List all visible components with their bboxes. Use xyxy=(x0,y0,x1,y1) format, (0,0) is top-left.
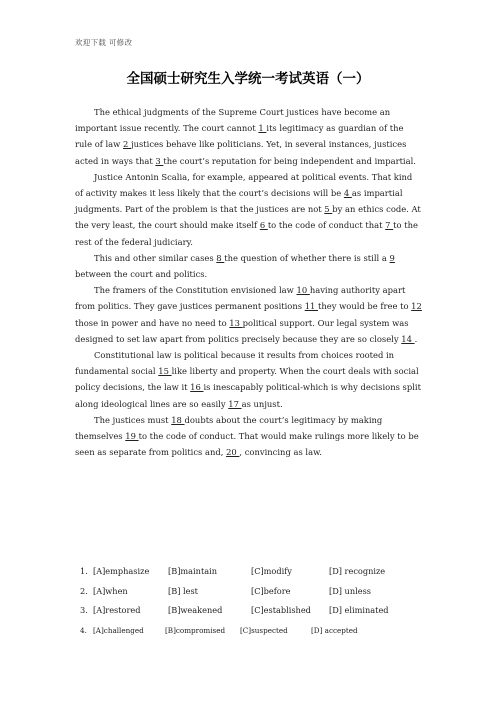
option-a: [A]when xyxy=(93,585,128,596)
passage-text: , convincing as law. xyxy=(239,447,322,458)
passage-text: This and other similar cases xyxy=(94,252,217,263)
passage-text: . xyxy=(414,333,418,344)
option-d: [D] recognize xyxy=(329,566,386,576)
answer-blank: 5 xyxy=(324,204,333,215)
passage-paragraph xyxy=(75,169,423,250)
option-a: [A]restored xyxy=(93,605,141,615)
answer-options xyxy=(80,562,420,640)
passage-text: by an ethics code. At the very least, the court should make itself xyxy=(75,204,421,231)
option-b: [B]compromised xyxy=(165,625,226,635)
answer-blank: 7 xyxy=(385,220,394,231)
passage-text: The ethical judgments of the Supreme Court justices have become an important issue recently. The court cannot xyxy=(75,107,391,134)
option-b: [B]maintain xyxy=(168,566,218,576)
option-number: 3. xyxy=(80,605,88,615)
passage-text: to the code of conduct that xyxy=(267,220,386,231)
passage xyxy=(75,104,423,460)
option-row xyxy=(80,601,420,621)
option-number: 1. xyxy=(80,566,88,576)
option-c: [C]before xyxy=(251,585,291,596)
answer-blank: 12 xyxy=(411,301,422,312)
answer-blank: 10 xyxy=(296,285,310,296)
answer-blank: 13 xyxy=(229,317,243,328)
answer-blank: 3 xyxy=(155,155,164,166)
passage-text: political support. Our legal system was designed to set law apart from politics precisely because they are so closely xyxy=(75,317,409,344)
passage-text: they would be free to xyxy=(318,301,412,312)
passage-paragraph xyxy=(75,412,423,461)
option-a: [A]challenged xyxy=(93,625,144,635)
option-d: [D] accepted xyxy=(311,625,358,635)
answer-blank: 1 xyxy=(258,123,267,134)
answer-blank: 9 xyxy=(389,252,395,263)
answer-blank: 20 xyxy=(226,447,240,458)
answer-blank: 19 xyxy=(125,431,139,442)
answer-blank: 6 xyxy=(259,220,268,231)
option-c: [C]established xyxy=(251,605,311,615)
header-note: 欢迎下载 可修改 xyxy=(75,38,133,47)
answer-blank: 2 xyxy=(123,139,132,150)
passage-text: having authority apart from politics. They gave justices permanent positions xyxy=(75,285,406,312)
passage-text: is inescapably political-which is why decisions split along ideological lines are so easily xyxy=(75,382,421,409)
answer-blank: 11 xyxy=(304,301,319,312)
option-row xyxy=(80,562,420,582)
passage-text: as impartial judgments. Part of the problem is that the justices are not xyxy=(75,188,403,215)
passage-text: like liberty and property. When the court deals with social policy decisions, the law it xyxy=(75,366,419,393)
passage-text: the question of whether there is still a xyxy=(224,252,390,263)
passage-paragraph xyxy=(75,282,423,347)
passage-text: justices behave like politicians. Yet, in several instances, justices acted in ways that xyxy=(75,139,407,166)
passage-text: to the rest of the federal judiciary. xyxy=(75,220,418,247)
page-title: 全国硕士研究生入学统一考试英语（一） xyxy=(126,71,370,87)
passage-text: The justices must xyxy=(94,414,172,425)
option-row xyxy=(80,621,420,641)
option-a: [A]emphasize xyxy=(93,566,150,576)
answer-blank: 15 xyxy=(158,366,172,377)
passage-paragraph xyxy=(75,250,423,282)
answer-blank: 8 xyxy=(216,252,225,263)
passage-text: as unjust. xyxy=(241,398,283,409)
passage-text: Justice Antonin Scalia, for example, appeared at political events. That kind of activity makes it less likely that the court’s decisions will be xyxy=(75,171,413,199)
passage-text: to the code of conduct. That would make rulings more likely to be seen as separate from politics and, xyxy=(75,431,419,458)
passage-paragraph xyxy=(75,347,423,412)
option-c: [C]modify xyxy=(251,566,292,576)
option-row xyxy=(80,582,420,602)
passage-paragraph xyxy=(75,104,423,169)
option-b: [B]weakened xyxy=(168,605,223,615)
passage-text: Constitutional law is political because it results from choices rooted in fundamental social xyxy=(75,350,395,377)
option-d: [D] unless xyxy=(329,585,371,596)
answer-blank: 18 xyxy=(171,414,185,425)
answer-blank: 4 xyxy=(343,188,352,199)
option-b: [B] lest xyxy=(168,585,198,596)
answer-blank: 14 xyxy=(401,333,415,344)
passage-text: those in power and have no need to xyxy=(75,317,230,328)
option-c: [C]suspected xyxy=(240,625,288,635)
passage-text: its legitimacy as guardian of the rule of law xyxy=(75,123,404,150)
option-number: 4. xyxy=(80,625,87,635)
option-d: [D] eliminated xyxy=(329,605,389,615)
passage-text: The framers of the Constitution envisioned law xyxy=(94,285,297,296)
passage-text: doubts about the court’s legitimacy by making themselves xyxy=(75,414,383,442)
answer-blank: 17 xyxy=(228,398,242,409)
passage-text: the court’s reputation for being independent and impartial. xyxy=(163,155,416,166)
answer-blank: 16 xyxy=(190,382,204,393)
option-number: 2. xyxy=(80,585,88,596)
passage-text: between the court and politics. xyxy=(75,269,208,280)
